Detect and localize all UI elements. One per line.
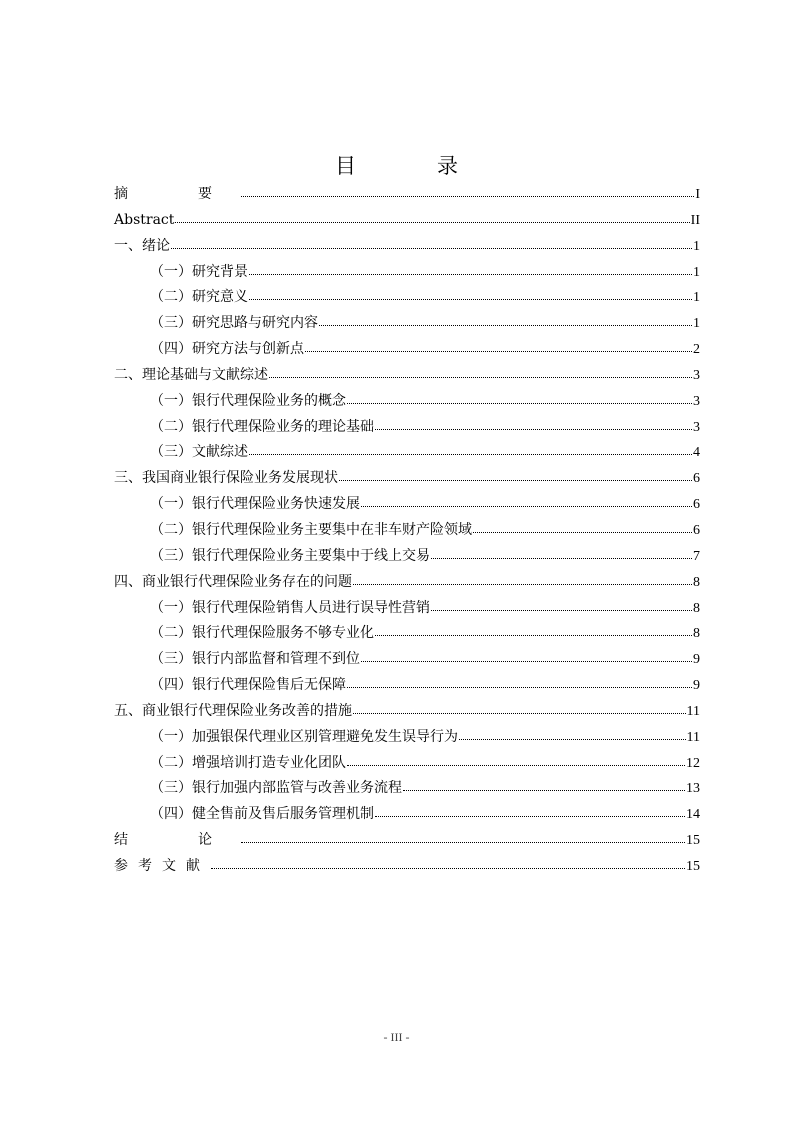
toc-entry-page: 1	[693, 238, 700, 254]
toc-entry[interactable]	[114, 647, 700, 673]
toc-entry-label: 四、商业银行代理保险业务存在的问题	[114, 573, 352, 590]
toc-entry-label: 二、理论基础与文献综述	[114, 366, 268, 383]
toc-entry[interactable]	[114, 518, 700, 544]
toc-entry-label: （一）加强银保代理业区别管理避免发生误导行为	[150, 728, 458, 745]
toc-entry-label: （二）银行代理保险服务不够专业化	[150, 625, 374, 642]
toc-entry[interactable]	[114, 208, 700, 234]
toc-entry-label: （一）银行代理保险业务的概念	[150, 392, 346, 409]
dot-leader	[319, 313, 692, 327]
dot-leader	[339, 468, 692, 482]
toc-entry-label: 三、我国商业银行保险业务发展现状	[114, 470, 338, 487]
toc-entry[interactable]	[114, 673, 700, 699]
toc-entry[interactable]	[114, 363, 700, 389]
toc-entry[interactable]	[114, 854, 700, 880]
toc-entry[interactable]	[114, 415, 700, 441]
toc-entry-page: 1	[693, 264, 700, 280]
dot-leader	[375, 804, 685, 818]
toc-entry-page: 6	[693, 497, 700, 513]
dot-leader	[241, 830, 685, 844]
toc-entry-label: （二）增强培训打造专业化团队	[150, 754, 346, 771]
toc-entry-page: 12	[686, 755, 700, 771]
toc-entry-page: 3	[693, 419, 700, 435]
toc-entry[interactable]	[114, 699, 700, 725]
toc-entry-page: II	[690, 212, 700, 228]
dot-leader	[171, 236, 692, 250]
toc-entry[interactable]	[114, 389, 700, 415]
dot-leader	[347, 391, 692, 405]
toc-entry[interactable]	[114, 260, 700, 286]
toc-entry-page: 15	[686, 833, 700, 849]
dot-leader	[269, 365, 692, 379]
toc-entry-label: （四）健全售前及售后服务管理机制	[150, 806, 374, 823]
dot-leader	[473, 520, 692, 534]
toc-entry-label: 五、商业银行代理保险业务改善的措施	[114, 702, 352, 719]
toc-entry-label: （二）银行代理保险业务的理论基础	[150, 418, 374, 435]
toc-entry[interactable]	[114, 802, 700, 828]
dot-leader	[431, 546, 692, 560]
dot-leader	[403, 778, 685, 792]
toc-entry-label: 一、绪论	[114, 237, 170, 254]
toc-entry-label: （三）文献综述	[150, 444, 248, 461]
toc-entry-label: （一）银行代理保险销售人员进行误导性营销	[150, 599, 430, 616]
dot-leader	[175, 210, 689, 224]
toc-entry-label: 摘 要	[114, 186, 240, 202]
toc-entry-page: 3	[693, 367, 700, 383]
toc-entry[interactable]	[114, 751, 700, 777]
toc-entry[interactable]	[114, 311, 700, 337]
toc-entry-page: 4	[693, 445, 700, 461]
page-title: 目 录	[335, 154, 488, 178]
dot-leader	[347, 753, 685, 767]
toc-entry-label: （四）银行代理保险售后无保障	[150, 677, 346, 694]
toc-entry-label: （一）研究背景	[150, 263, 248, 280]
dot-leader	[375, 417, 692, 431]
toc-entry-page: 14	[686, 807, 700, 823]
dot-leader	[459, 727, 686, 741]
toc-entry[interactable]	[114, 492, 700, 518]
toc-entry[interactable]	[114, 285, 700, 311]
dot-leader	[361, 494, 692, 508]
toc-entry-page: 8	[693, 574, 700, 590]
toc-entry-label: （三）银行代理保险业务主要集中于线上交易	[150, 547, 430, 564]
page-number-footer: - III -	[383, 1030, 410, 1044]
toc-entry-label: Abstract	[114, 211, 175, 228]
dot-leader	[241, 184, 694, 198]
dot-leader	[249, 262, 692, 276]
toc-entry[interactable]	[114, 466, 700, 492]
dot-leader	[305, 339, 692, 353]
toc-entry-page: 6	[693, 471, 700, 487]
toc-entry[interactable]	[114, 337, 700, 363]
dot-leader	[361, 649, 692, 663]
toc-entry-label: （一）银行代理保险业务快速发展	[150, 496, 360, 513]
toc-entry-page: 6	[693, 522, 700, 538]
toc-entry-page: 3	[693, 393, 700, 409]
toc-entry-page: 11	[686, 703, 700, 719]
toc-entry-page: 1	[693, 316, 700, 332]
toc-entry-label: （三）研究思路与研究内容	[150, 315, 318, 332]
toc-entry-page: I	[695, 187, 700, 202]
toc-entry-label: 参考文献	[114, 857, 210, 874]
toc-entry[interactable]	[114, 621, 700, 647]
dot-leader	[353, 701, 686, 715]
toc-entry-page: 9	[693, 678, 700, 694]
toc-entry-page: 15	[686, 858, 700, 874]
toc-entry-label: （三）银行加强内部监管与改善业务流程	[150, 780, 402, 797]
dot-leader	[375, 623, 692, 637]
toc-entry-label: （三）银行内部监督和管理不到位	[150, 651, 360, 668]
toc-entry[interactable]	[114, 544, 700, 570]
dot-leader	[249, 442, 692, 456]
toc-entry[interactable]	[114, 725, 700, 751]
toc-entry-label: （四）研究方法与创新点	[150, 341, 304, 358]
toc-entry-label: （二）银行代理保险业务主要集中在非车财产险领域	[150, 521, 472, 538]
toc-entry-page: 13	[686, 781, 700, 797]
toc-entry[interactable]	[114, 776, 700, 802]
table-of-contents	[114, 182, 700, 880]
toc-entry-label: 结 论	[114, 832, 240, 849]
toc-entry[interactable]	[114, 828, 700, 854]
dot-leader	[347, 675, 692, 689]
toc-entry[interactable]	[114, 596, 700, 622]
dot-leader	[353, 572, 692, 586]
toc-entry-page: 11	[686, 729, 700, 745]
toc-entry-page: 9	[693, 652, 700, 668]
toc-entry[interactable]	[114, 234, 700, 260]
dot-leader	[431, 598, 692, 612]
toc-entry-page: 2	[693, 342, 700, 358]
dot-leader	[249, 287, 692, 301]
toc-entry[interactable]	[114, 570, 700, 596]
toc-entry-page: 1	[693, 290, 700, 306]
toc-entry-page: 8	[693, 600, 700, 616]
toc-entry[interactable]	[114, 440, 700, 466]
toc-entry-page: 7	[693, 548, 700, 564]
toc-entry-label: （二）研究意义	[150, 289, 248, 306]
dot-leader	[211, 856, 685, 870]
toc-entry[interactable]	[114, 182, 700, 208]
toc-entry-page: 8	[693, 626, 700, 642]
